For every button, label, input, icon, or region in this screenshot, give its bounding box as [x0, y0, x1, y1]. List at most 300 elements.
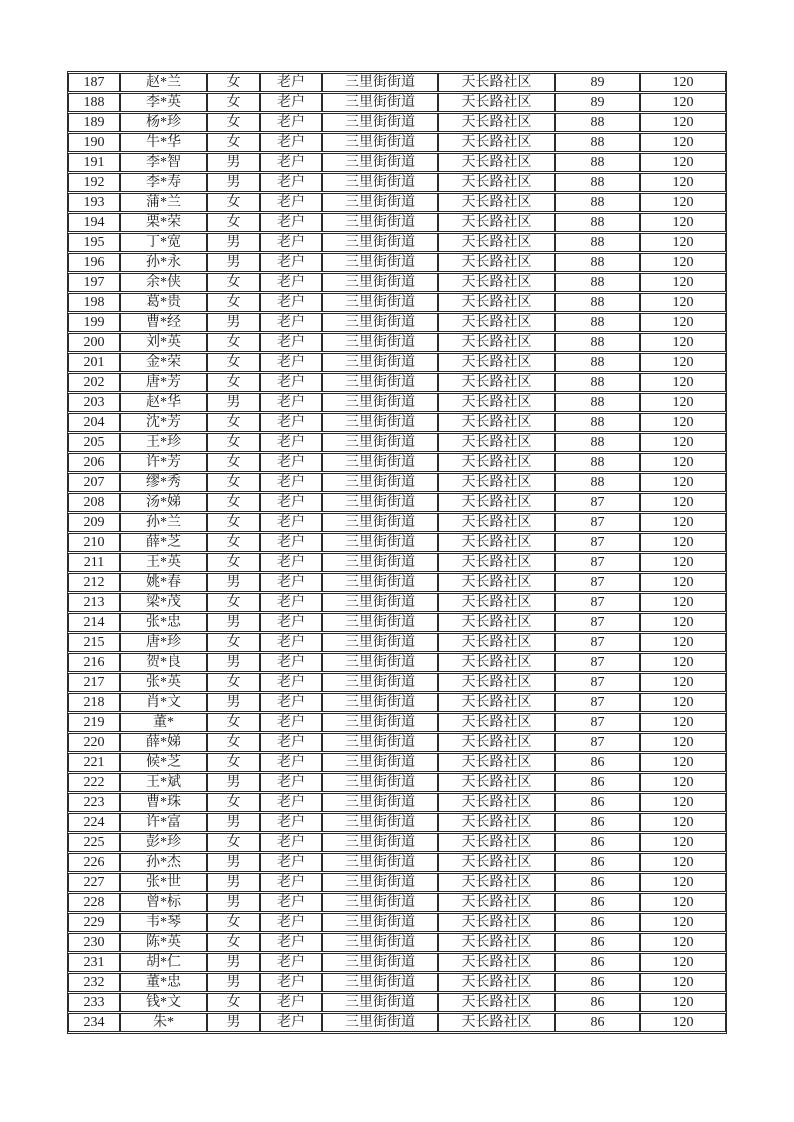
cell-gender: 女 — [207, 373, 260, 392]
cell-serial-number: 189 — [68, 113, 120, 132]
cell-full-score: 120 — [640, 893, 726, 912]
cell-name: 薛*芝 — [120, 533, 207, 552]
cell-score: 87 — [555, 493, 640, 512]
table-row — [68, 1013, 726, 1032]
cell-full-score: 120 — [640, 933, 726, 952]
cell-name: 许*芳 — [120, 453, 207, 472]
cell-name: 韦*琴 — [120, 913, 207, 932]
cell-score: 87 — [555, 653, 640, 672]
cell-full-score: 120 — [640, 533, 726, 552]
cell-household-type: 老户 — [260, 393, 322, 412]
table-row — [68, 453, 726, 472]
cell-serial-number: 214 — [68, 613, 120, 632]
cell-full-score: 120 — [640, 793, 726, 812]
cell-household-type: 老户 — [260, 713, 322, 732]
cell-household-type: 老户 — [260, 1013, 322, 1032]
cell-street: 三里街街道 — [322, 273, 438, 292]
cell-score: 87 — [555, 733, 640, 752]
cell-community: 天长路社区 — [438, 793, 555, 812]
table-row — [68, 673, 726, 692]
cell-serial-number: 219 — [68, 713, 120, 732]
cell-full-score: 120 — [640, 393, 726, 412]
cell-name: 孙*杰 — [120, 853, 207, 872]
cell-serial-number: 211 — [68, 553, 120, 572]
cell-name: 赵*兰 — [120, 73, 207, 92]
cell-community: 天长路社区 — [438, 453, 555, 472]
cell-full-score: 120 — [640, 733, 726, 752]
cell-full-score: 120 — [640, 253, 726, 272]
cell-gender: 男 — [207, 313, 260, 332]
table-row — [68, 733, 726, 752]
cell-gender: 女 — [207, 593, 260, 612]
cell-community: 天长路社区 — [438, 1013, 555, 1032]
cell-name: 葛*贵 — [120, 293, 207, 312]
cell-street: 三里街街道 — [322, 893, 438, 912]
cell-community: 天长路社区 — [438, 253, 555, 272]
cell-name: 汤*娣 — [120, 493, 207, 512]
cell-name: 薛*娣 — [120, 733, 207, 752]
cell-community: 天长路社区 — [438, 633, 555, 652]
cell-score: 86 — [555, 813, 640, 832]
cell-name: 姚*春 — [120, 573, 207, 592]
cell-score: 88 — [555, 273, 640, 292]
cell-score: 88 — [555, 113, 640, 132]
cell-serial-number: 201 — [68, 353, 120, 372]
table-row — [68, 353, 726, 372]
cell-serial-number: 215 — [68, 633, 120, 652]
cell-community: 天长路社区 — [438, 593, 555, 612]
cell-score: 88 — [555, 193, 640, 212]
table-row — [68, 93, 726, 112]
cell-community: 天长路社区 — [438, 513, 555, 532]
cell-street: 三里街街道 — [322, 1013, 438, 1032]
cell-gender: 男 — [207, 613, 260, 632]
cell-gender: 男 — [207, 1013, 260, 1032]
cell-score: 86 — [555, 913, 640, 932]
cell-community: 天长路社区 — [438, 133, 555, 152]
cell-community: 天长路社区 — [438, 853, 555, 872]
cell-score: 86 — [555, 993, 640, 1012]
cell-full-score: 120 — [640, 753, 726, 772]
cell-gender: 男 — [207, 573, 260, 592]
cell-name: 许*富 — [120, 813, 207, 832]
cell-gender: 男 — [207, 853, 260, 872]
cell-serial-number: 192 — [68, 173, 120, 192]
cell-community: 天长路社区 — [438, 173, 555, 192]
cell-score: 87 — [555, 693, 640, 712]
cell-street: 三里街街道 — [322, 733, 438, 752]
cell-community: 天长路社区 — [438, 933, 555, 952]
cell-gender: 女 — [207, 113, 260, 132]
cell-score: 86 — [555, 833, 640, 852]
cell-street: 三里街街道 — [322, 193, 438, 212]
cell-household-type: 老户 — [260, 853, 322, 872]
table-row — [68, 213, 726, 232]
cell-household-type: 老户 — [260, 593, 322, 612]
cell-serial-number: 193 — [68, 193, 120, 212]
cell-gender: 男 — [207, 653, 260, 672]
cell-gender: 男 — [207, 953, 260, 972]
cell-serial-number: 199 — [68, 313, 120, 332]
cell-household-type: 老户 — [260, 933, 322, 952]
cell-street: 三里街街道 — [322, 693, 438, 712]
cell-household-type: 老户 — [260, 373, 322, 392]
table-row — [68, 273, 726, 292]
cell-household-type: 老户 — [260, 953, 322, 972]
cell-name: 牛*华 — [120, 133, 207, 152]
cell-full-score: 120 — [640, 833, 726, 852]
table-row — [68, 253, 726, 272]
cell-full-score: 120 — [640, 873, 726, 892]
cell-serial-number: 221 — [68, 753, 120, 772]
cell-household-type: 老户 — [260, 893, 322, 912]
cell-full-score: 120 — [640, 953, 726, 972]
cell-street: 三里街街道 — [322, 673, 438, 692]
cell-household-type: 老户 — [260, 353, 322, 372]
cell-name: 孙*兰 — [120, 513, 207, 532]
cell-street: 三里街街道 — [322, 613, 438, 632]
cell-household-type: 老户 — [260, 293, 322, 312]
cell-score: 88 — [555, 253, 640, 272]
cell-score: 86 — [555, 973, 640, 992]
cell-serial-number: 218 — [68, 693, 120, 712]
cell-household-type: 老户 — [260, 973, 322, 992]
cell-full-score: 120 — [640, 493, 726, 512]
cell-community: 天长路社区 — [438, 613, 555, 632]
cell-score: 88 — [555, 413, 640, 432]
cell-gender: 女 — [207, 213, 260, 232]
cell-serial-number: 229 — [68, 913, 120, 932]
cell-full-score: 120 — [640, 773, 726, 792]
table-row — [68, 593, 726, 612]
cell-full-score: 120 — [640, 713, 726, 732]
cell-score: 86 — [555, 773, 640, 792]
cell-community: 天长路社区 — [438, 973, 555, 992]
cell-full-score: 120 — [640, 133, 726, 152]
cell-gender: 女 — [207, 453, 260, 472]
cell-household-type: 老户 — [260, 613, 322, 632]
cell-gender: 男 — [207, 813, 260, 832]
cell-gender: 男 — [207, 873, 260, 892]
table-row — [68, 293, 726, 312]
cell-street: 三里街街道 — [322, 993, 438, 1012]
cell-community: 天长路社区 — [438, 413, 555, 432]
cell-gender: 男 — [207, 773, 260, 792]
cell-street: 三里街街道 — [322, 653, 438, 672]
cell-score: 88 — [555, 353, 640, 372]
cell-community: 天长路社区 — [438, 193, 555, 212]
cell-gender: 女 — [207, 513, 260, 532]
table-row — [68, 833, 726, 852]
cell-name: 刘*英 — [120, 333, 207, 352]
cell-street: 三里街街道 — [322, 353, 438, 372]
cell-street: 三里街街道 — [322, 913, 438, 932]
cell-community: 天长路社区 — [438, 293, 555, 312]
cell-serial-number: 227 — [68, 873, 120, 892]
cell-score: 87 — [555, 573, 640, 592]
cell-household-type: 老户 — [260, 473, 322, 492]
cell-name: 王*珍 — [120, 433, 207, 452]
cell-community: 天长路社区 — [438, 213, 555, 232]
cell-serial-number: 231 — [68, 953, 120, 972]
cell-community: 天长路社区 — [438, 533, 555, 552]
cell-street: 三里街街道 — [322, 793, 438, 812]
cell-full-score: 120 — [640, 353, 726, 372]
cell-gender: 女 — [207, 913, 260, 932]
cell-score: 88 — [555, 153, 640, 172]
cell-community: 天长路社区 — [438, 493, 555, 512]
cell-community: 天长路社区 — [438, 873, 555, 892]
cell-name: 蒲*兰 — [120, 193, 207, 212]
cell-serial-number: 207 — [68, 473, 120, 492]
cell-name: 唐*芳 — [120, 373, 207, 392]
cell-household-type: 老户 — [260, 113, 322, 132]
cell-full-score: 120 — [640, 113, 726, 132]
cell-score: 88 — [555, 473, 640, 492]
cell-name: 缪*秀 — [120, 473, 207, 492]
cell-household-type: 老户 — [260, 653, 322, 672]
table-row — [68, 413, 726, 432]
cell-community: 天长路社区 — [438, 753, 555, 772]
cell-full-score: 120 — [640, 853, 726, 872]
cell-name: 彭*珍 — [120, 833, 207, 852]
cell-household-type: 老户 — [260, 913, 322, 932]
cell-full-score: 120 — [640, 473, 726, 492]
cell-score: 88 — [555, 293, 640, 312]
cell-serial-number: 232 — [68, 973, 120, 992]
cell-street: 三里街街道 — [322, 393, 438, 412]
cell-full-score: 120 — [640, 1013, 726, 1032]
cell-name: 肖*文 — [120, 693, 207, 712]
cell-score: 87 — [555, 513, 640, 532]
cell-gender: 女 — [207, 673, 260, 692]
cell-name: 金*荣 — [120, 353, 207, 372]
cell-score: 87 — [555, 713, 640, 732]
cell-gender: 女 — [207, 93, 260, 112]
cell-serial-number: 191 — [68, 153, 120, 172]
table-row — [68, 233, 726, 252]
cell-score: 88 — [555, 373, 640, 392]
cell-community: 天长路社区 — [438, 733, 555, 752]
cell-gender: 女 — [207, 833, 260, 852]
cell-serial-number: 234 — [68, 1013, 120, 1032]
cell-serial-number: 194 — [68, 213, 120, 232]
cell-full-score: 120 — [640, 693, 726, 712]
cell-household-type: 老户 — [260, 313, 322, 332]
table-body — [68, 73, 726, 1032]
cell-gender: 女 — [207, 493, 260, 512]
cell-gender: 男 — [207, 253, 260, 272]
cell-full-score: 120 — [640, 193, 726, 212]
cell-community: 天长路社区 — [438, 153, 555, 172]
table-row — [68, 653, 726, 672]
cell-score: 88 — [555, 213, 640, 232]
cell-serial-number: 197 — [68, 273, 120, 292]
table-row — [68, 693, 726, 712]
cell-serial-number: 198 — [68, 293, 120, 312]
cell-score: 86 — [555, 1013, 640, 1032]
cell-score: 86 — [555, 933, 640, 952]
cell-name: 候*芝 — [120, 753, 207, 772]
cell-gender: 女 — [207, 293, 260, 312]
cell-gender: 女 — [207, 793, 260, 812]
cell-street: 三里街街道 — [322, 413, 438, 432]
cell-score: 89 — [555, 93, 640, 112]
table-row — [68, 493, 726, 512]
cell-street: 三里街街道 — [322, 253, 438, 272]
cell-serial-number: 209 — [68, 513, 120, 532]
cell-community: 天长路社区 — [438, 433, 555, 452]
cell-full-score: 120 — [640, 233, 726, 252]
table-row — [68, 753, 726, 772]
cell-full-score: 120 — [640, 913, 726, 932]
table-row — [68, 873, 726, 892]
cell-full-score: 120 — [640, 633, 726, 652]
cell-street: 三里街街道 — [322, 973, 438, 992]
cell-gender: 女 — [207, 933, 260, 952]
cell-score: 87 — [555, 533, 640, 552]
cell-full-score: 120 — [640, 653, 726, 672]
cell-household-type: 老户 — [260, 533, 322, 552]
cell-name: 唐*珍 — [120, 633, 207, 652]
cell-score: 88 — [555, 333, 640, 352]
cell-name: 曹*珠 — [120, 793, 207, 812]
cell-household-type: 老户 — [260, 673, 322, 692]
cell-score: 86 — [555, 893, 640, 912]
cell-name: 李*寿 — [120, 173, 207, 192]
cell-gender: 女 — [207, 193, 260, 212]
cell-community: 天长路社区 — [438, 893, 555, 912]
cell-community: 天长路社区 — [438, 653, 555, 672]
cell-score: 86 — [555, 753, 640, 772]
cell-household-type: 老户 — [260, 733, 322, 752]
cell-serial-number: 225 — [68, 833, 120, 852]
cell-community: 天长路社区 — [438, 113, 555, 132]
cell-street: 三里街街道 — [322, 633, 438, 652]
cell-street: 三里街街道 — [322, 773, 438, 792]
cell-full-score: 120 — [640, 813, 726, 832]
table-row — [68, 553, 726, 572]
table-row — [68, 613, 726, 632]
cell-street: 三里街街道 — [322, 173, 438, 192]
cell-score: 89 — [555, 73, 640, 92]
cell-serial-number: 213 — [68, 593, 120, 612]
cell-serial-number: 223 — [68, 793, 120, 812]
cell-household-type: 老户 — [260, 633, 322, 652]
cell-household-type: 老户 — [260, 213, 322, 232]
cell-score: 88 — [555, 433, 640, 452]
cell-community: 天长路社区 — [438, 693, 555, 712]
table-row — [68, 433, 726, 452]
cell-score: 88 — [555, 393, 640, 412]
cell-name: 李*英 — [120, 93, 207, 112]
cell-community: 天长路社区 — [438, 673, 555, 692]
cell-gender: 女 — [207, 713, 260, 732]
table-row — [68, 153, 726, 172]
cell-name: 胡*仁 — [120, 953, 207, 972]
cell-full-score: 120 — [640, 173, 726, 192]
cell-gender: 男 — [207, 693, 260, 712]
cell-name: 孙*永 — [120, 253, 207, 272]
table-row — [68, 173, 726, 192]
cell-serial-number: 226 — [68, 853, 120, 872]
cell-gender: 女 — [207, 273, 260, 292]
cell-name: 杨*珍 — [120, 113, 207, 132]
cell-serial-number: 195 — [68, 233, 120, 252]
cell-street: 三里街街道 — [322, 153, 438, 172]
cell-community: 天长路社区 — [438, 313, 555, 332]
cell-gender: 男 — [207, 393, 260, 412]
cell-name: 李*智 — [120, 153, 207, 172]
cell-community: 天长路社区 — [438, 913, 555, 932]
cell-street: 三里街街道 — [322, 753, 438, 772]
cell-serial-number: 233 — [68, 993, 120, 1012]
cell-score: 86 — [555, 953, 640, 972]
cell-name: 余*侠 — [120, 273, 207, 292]
cell-street: 三里街街道 — [322, 313, 438, 332]
cell-street: 三里街街道 — [322, 513, 438, 532]
cell-household-type: 老户 — [260, 333, 322, 352]
cell-household-type: 老户 — [260, 153, 322, 172]
cell-full-score: 120 — [640, 553, 726, 572]
cell-gender: 女 — [207, 433, 260, 452]
table-row — [68, 73, 726, 92]
cell-serial-number: 187 — [68, 73, 120, 92]
table-row — [68, 713, 726, 732]
cell-score: 87 — [555, 633, 640, 652]
cell-street: 三里街街道 — [322, 713, 438, 732]
cell-name: 梁*茂 — [120, 593, 207, 612]
cell-gender: 男 — [207, 173, 260, 192]
cell-community: 天长路社区 — [438, 373, 555, 392]
cell-full-score: 120 — [640, 153, 726, 172]
cell-street: 三里街街道 — [322, 873, 438, 892]
cell-community: 天长路社区 — [438, 713, 555, 732]
cell-community: 天长路社区 — [438, 353, 555, 372]
cell-household-type: 老户 — [260, 513, 322, 532]
table-row — [68, 793, 726, 812]
cell-serial-number: 220 — [68, 733, 120, 752]
table-row — [68, 953, 726, 972]
cell-street: 三里街街道 — [322, 93, 438, 112]
cell-name: 赵*华 — [120, 393, 207, 412]
cell-gender: 女 — [207, 473, 260, 492]
cell-serial-number: 224 — [68, 813, 120, 832]
cell-score: 88 — [555, 313, 640, 332]
cell-name: 曹*经 — [120, 313, 207, 332]
cell-community: 天长路社区 — [438, 93, 555, 112]
cell-household-type: 老户 — [260, 73, 322, 92]
cell-community: 天长路社区 — [438, 573, 555, 592]
cell-gender: 女 — [207, 633, 260, 652]
cell-street: 三里街街道 — [322, 433, 438, 452]
cell-serial-number: 230 — [68, 933, 120, 952]
cell-score: 88 — [555, 173, 640, 192]
cell-household-type: 老户 — [260, 233, 322, 252]
cell-street: 三里街街道 — [322, 573, 438, 592]
cell-full-score: 120 — [640, 453, 726, 472]
cell-full-score: 120 — [640, 993, 726, 1012]
cell-serial-number: 203 — [68, 393, 120, 412]
cell-name: 栗*荣 — [120, 213, 207, 232]
cell-street: 三里街街道 — [322, 373, 438, 392]
table-row — [68, 933, 726, 952]
cell-street: 三里街街道 — [322, 493, 438, 512]
cell-score: 87 — [555, 673, 640, 692]
cell-name: 王*英 — [120, 553, 207, 572]
cell-gender: 女 — [207, 753, 260, 772]
cell-name: 张*世 — [120, 873, 207, 892]
